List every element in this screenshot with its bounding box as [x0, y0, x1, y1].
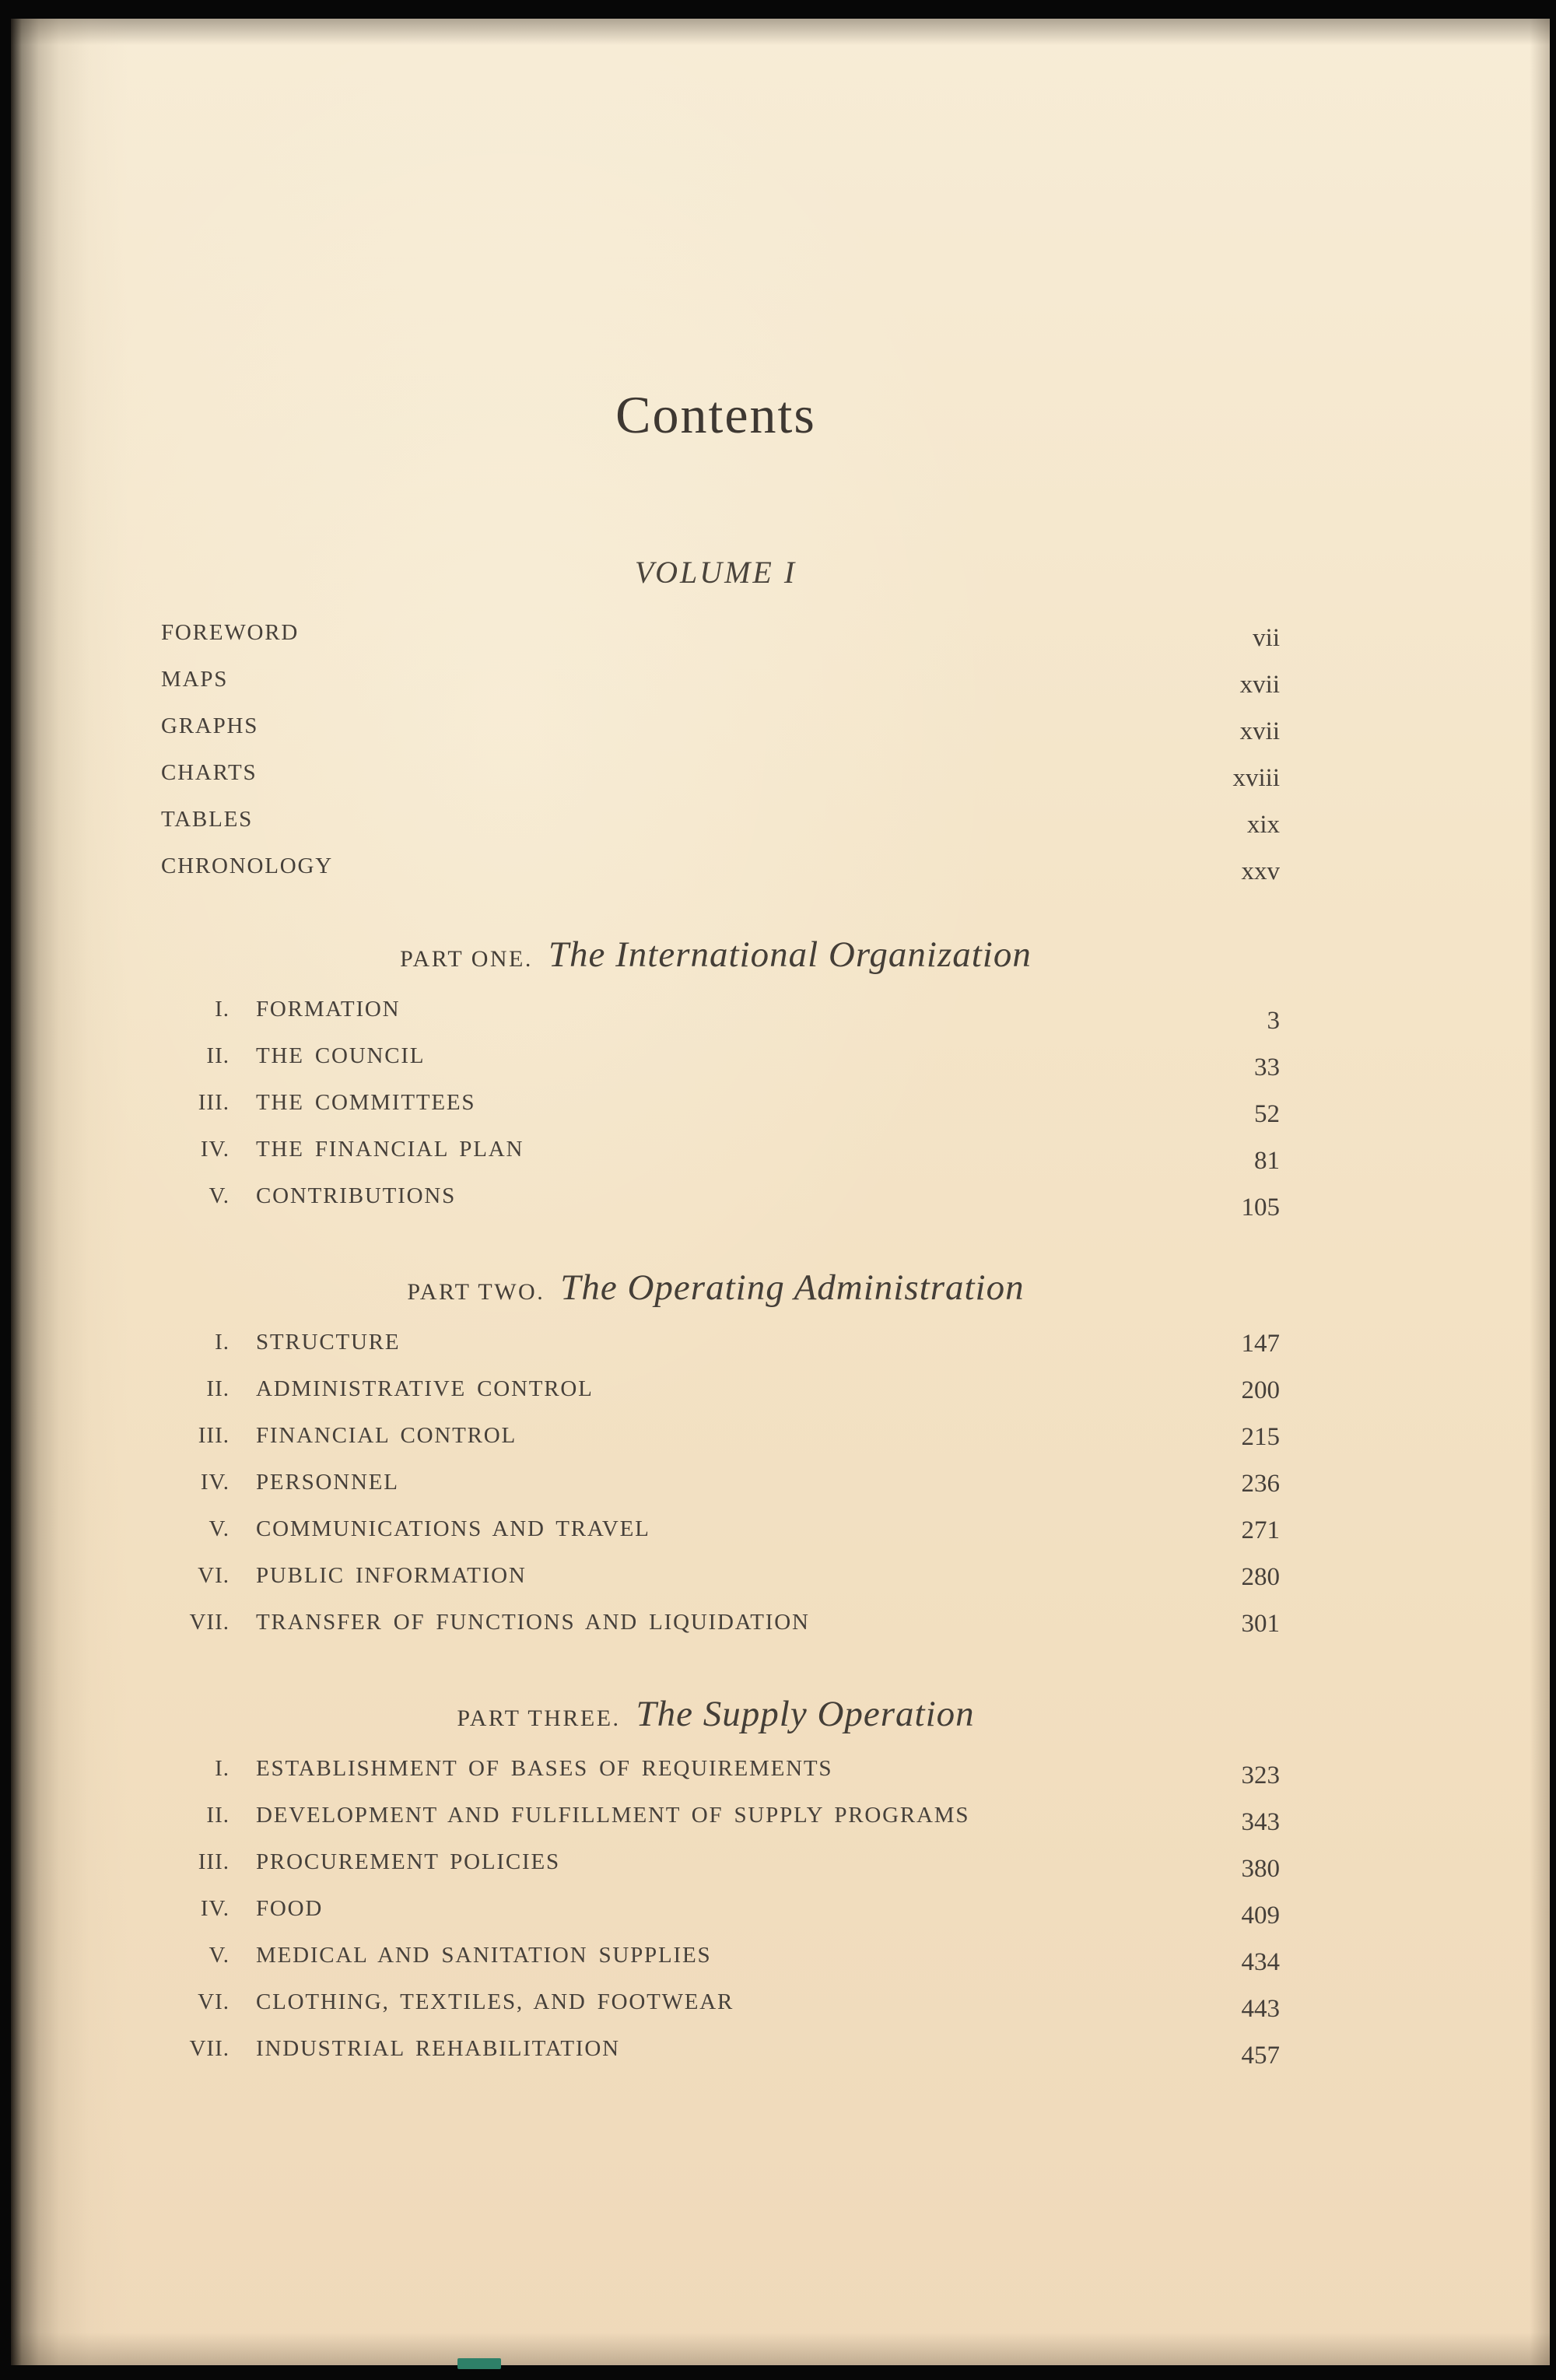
chapter-numeral: III.	[198, 1423, 230, 1448]
chapter-title: TRANSFER OF FUNCTIONS AND LIQUIDATION	[256, 1610, 810, 1635]
chapter-title: ADMINISTRATIVE CONTROL	[256, 1376, 594, 1401]
chapter-page: 81	[1254, 1147, 1280, 1175]
chapter-title: PUBLIC INFORMATION	[256, 1563, 527, 1588]
chapter-page: 236	[1241, 1470, 1280, 1498]
chapter-row	[152, 1088, 1280, 1134]
part-heading	[152, 1693, 1280, 1754]
front-matter-page: xviii	[1232, 764, 1280, 792]
front-matter-label: MAPS	[161, 667, 229, 692]
chapter-page: 200	[1241, 1376, 1280, 1404]
front-matter-row	[152, 758, 1280, 804]
part-title: The Operating Administration	[560, 1267, 1025, 1308]
chapter-numeral: VI.	[198, 1989, 230, 2014]
chapter-row	[152, 2034, 1280, 2080]
chapter-title: PROCUREMENT POLICIES	[256, 1849, 560, 1874]
chapter-row	[152, 1847, 1280, 1894]
chapter-page: 147	[1241, 1330, 1280, 1358]
chapter-page: 457	[1241, 2042, 1280, 2070]
chapter-numeral: III.	[198, 1090, 230, 1115]
chapter-page: 301	[1241, 1610, 1280, 1638]
chapter-row	[152, 1467, 1280, 1514]
chapter-numeral: II.	[206, 1376, 230, 1401]
chapter-list	[152, 994, 1280, 1228]
part-title: The Supply Operation	[636, 1694, 975, 1734]
front-matter-page: xvii	[1239, 717, 1280, 745]
chapter-numeral: V.	[209, 1516, 230, 1541]
chapter-row	[152, 1894, 1280, 1940]
part-label: PART THREE.	[457, 1705, 621, 1731]
front-matter-row	[152, 664, 1280, 711]
chapter-title: DEVELOPMENT AND FULFILLMENT OF SUPPLY PROGRAMS	[256, 1803, 970, 1828]
book-page	[11, 19, 1550, 2365]
chapter-title: FOOD	[256, 1896, 324, 1921]
chapter-numeral: III.	[198, 1849, 230, 1874]
chapter-title: THE COMMITTEES	[256, 1090, 476, 1115]
chapter-page: 434	[1241, 1948, 1280, 1976]
front-matter-row	[152, 618, 1280, 664]
toc-content	[152, 19, 1280, 2365]
front-matter-label: CHRONOLOGY	[161, 854, 333, 878]
chapter-page: 323	[1241, 1761, 1280, 1789]
chapter-numeral: VII.	[189, 2036, 230, 2061]
chapter-numeral: IV.	[200, 1137, 230, 1162]
front-matter-page: vii	[1253, 624, 1280, 652]
front-matter-label: CHARTS	[161, 760, 258, 785]
chapter-title: CONTRIBUTIONS	[256, 1183, 457, 1208]
chapter-row	[152, 1987, 1280, 2034]
page-title: Contents	[615, 385, 816, 444]
chapter-page: 409	[1241, 1902, 1280, 1930]
chapter-numeral: II.	[206, 1803, 230, 1828]
chapter-page: 52	[1254, 1100, 1280, 1128]
part-section-one	[152, 934, 1280, 1228]
front-matter-label: GRAPHS	[161, 713, 259, 738]
part-title: The International Organization	[548, 934, 1032, 975]
chapter-row	[152, 1800, 1280, 1847]
chapter-numeral: IV.	[200, 1470, 230, 1495]
chapter-list	[152, 1327, 1280, 1654]
chapter-page: 343	[1241, 1808, 1280, 1836]
chapter-page: 33	[1254, 1053, 1280, 1081]
chapter-row	[152, 1607, 1280, 1654]
chapter-title: THE FINANCIAL PLAN	[256, 1137, 524, 1162]
part-label: PART TWO.	[407, 1279, 545, 1305]
chapter-title: MEDICAL AND SANITATION SUPPLIES	[256, 1943, 712, 1968]
chapter-numeral: II.	[206, 1043, 230, 1068]
chapter-title: THE COUNCIL	[256, 1043, 426, 1068]
chapter-numeral: IV.	[200, 1896, 230, 1921]
part-heading	[152, 1267, 1280, 1327]
chapter-row	[152, 1421, 1280, 1467]
chapter-numeral: I.	[215, 1330, 230, 1355]
chapter-row	[152, 1754, 1280, 1800]
chapter-row	[152, 1327, 1280, 1374]
chapter-row	[152, 1940, 1280, 1987]
front-matter-page: xvii	[1239, 671, 1280, 699]
front-matter-page: xix	[1246, 811, 1280, 839]
scanner-color-mark	[457, 2358, 501, 2369]
chapter-page: 3	[1267, 1007, 1280, 1035]
chapter-title: COMMUNICATIONS AND TRAVEL	[256, 1516, 650, 1541]
front-matter-page: xxv	[1241, 857, 1280, 885]
chapter-title: ESTABLISHMENT OF BASES OF REQUIREMENTS	[256, 1756, 833, 1781]
chapter-page: 215	[1241, 1423, 1280, 1451]
part-section-two	[152, 1267, 1280, 1654]
chapter-list	[152, 1754, 1280, 2080]
front-matter-row	[152, 851, 1280, 898]
chapter-numeral: VII.	[189, 1610, 230, 1635]
chapter-title: CLOTHING, TEXTILES, AND FOOTWEAR	[256, 1989, 734, 2014]
chapter-title: FINANCIAL CONTROL	[256, 1423, 517, 1448]
chapter-numeral: I.	[215, 997, 230, 1022]
chapter-numeral: V.	[209, 1183, 230, 1208]
volume-heading: VOLUME I	[634, 555, 797, 590]
chapter-page: 105	[1241, 1194, 1280, 1222]
chapter-title: STRUCTURE	[256, 1330, 401, 1355]
front-matter-row	[152, 804, 1280, 851]
chapter-page: 443	[1241, 1995, 1280, 2023]
chapter-numeral: I.	[215, 1756, 230, 1781]
chapter-page: 271	[1241, 1516, 1280, 1544]
front-matter-label: TABLES	[161, 807, 254, 832]
front-matter-row	[152, 711, 1280, 758]
part-section-three	[152, 1693, 1280, 2080]
chapter-row	[152, 1181, 1280, 1228]
part-heading	[152, 934, 1280, 994]
chapter-numeral: V.	[209, 1943, 230, 1968]
chapter-row	[152, 1561, 1280, 1607]
chapter-row	[152, 1514, 1280, 1561]
chapter-page: 280	[1241, 1563, 1280, 1591]
chapter-page: 380	[1241, 1855, 1280, 1883]
chapter-row	[152, 1134, 1280, 1181]
front-matter-list	[152, 618, 1280, 898]
chapter-numeral: VI.	[198, 1563, 230, 1588]
chapter-row	[152, 994, 1280, 1041]
chapter-row	[152, 1041, 1280, 1088]
chapter-row	[152, 1374, 1280, 1421]
part-label: PART ONE.	[400, 946, 533, 972]
front-matter-label: FOREWORD	[161, 620, 300, 645]
chapter-title: FORMATION	[256, 997, 401, 1022]
chapter-title: INDUSTRIAL REHABILITATION	[256, 2036, 620, 2061]
chapter-title: PERSONNEL	[256, 1470, 399, 1495]
